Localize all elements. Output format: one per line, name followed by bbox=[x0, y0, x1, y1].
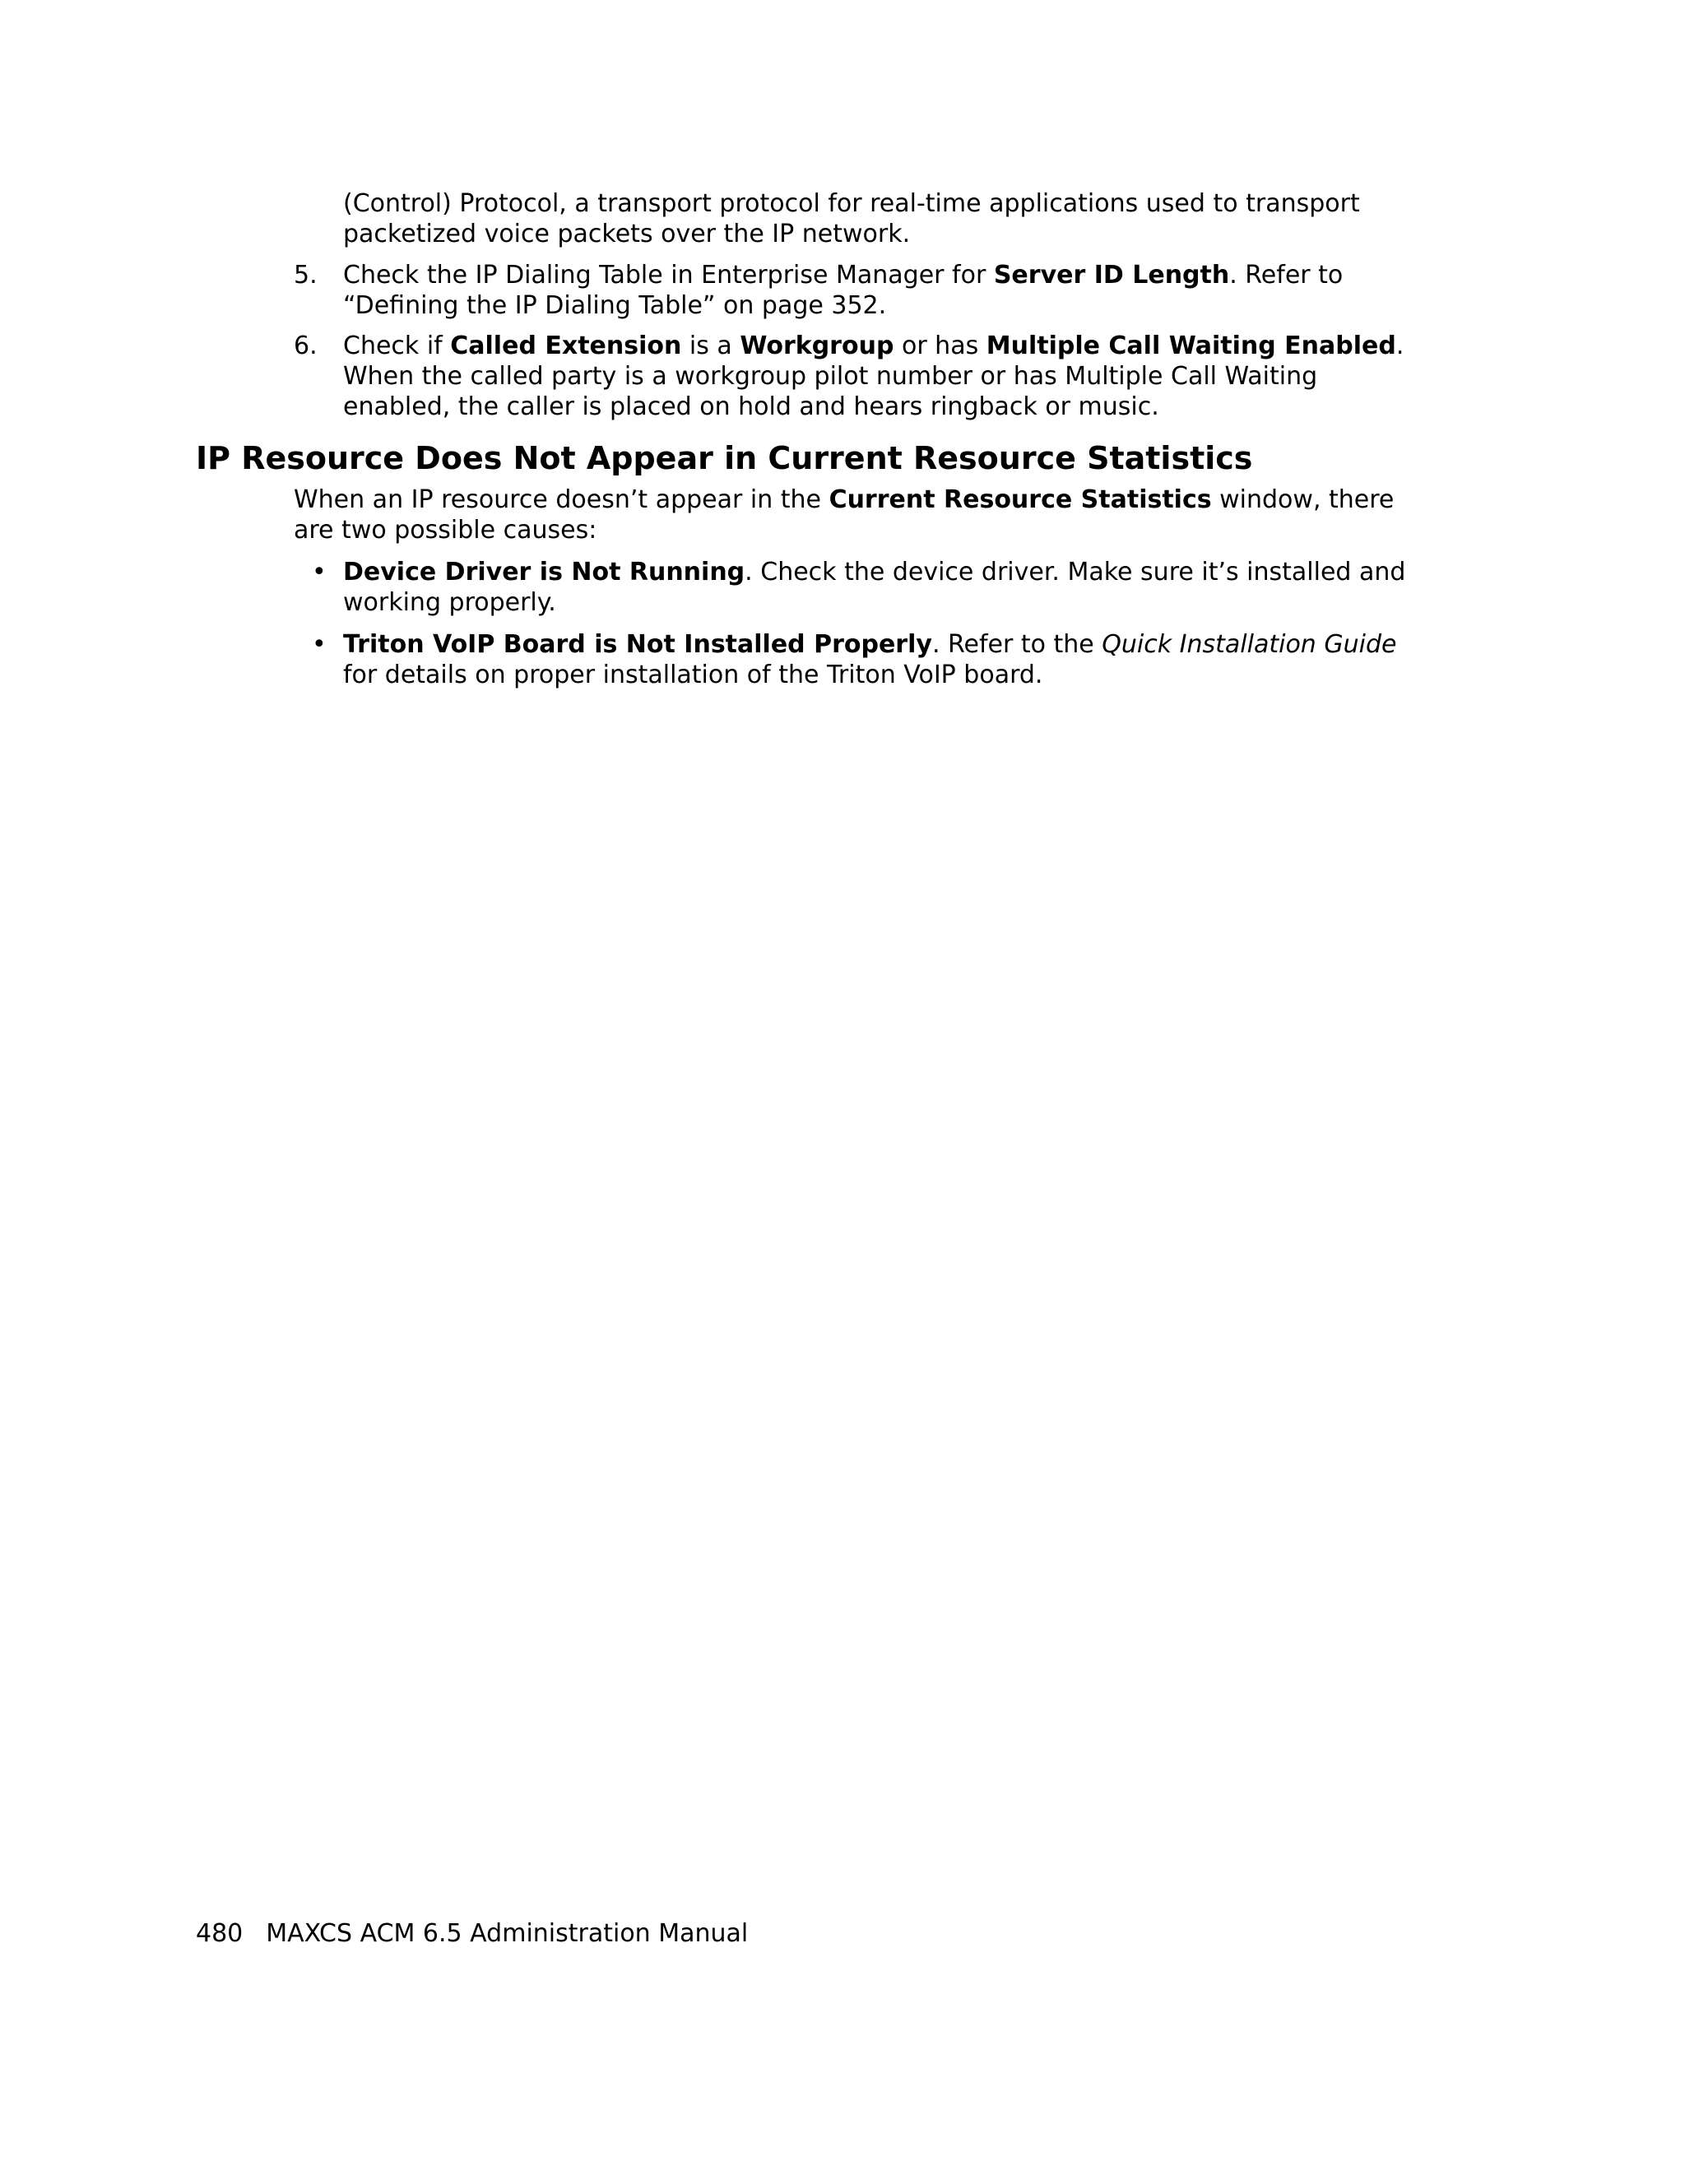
bullet-marker: • bbox=[312, 558, 327, 587]
bullet-text: Device Driver is Not Running. Check the device driver. Make sure it’s installed and working properly. bbox=[343, 558, 1406, 617]
page-number: 480 bbox=[196, 1919, 244, 1948]
manual-title: MAXCS ACM 6.5 Administration Manual bbox=[266, 1919, 749, 1948]
section-intro: When an IP resource doesn’t appear in the Current Resource Statistics window, there are two possible causes: bbox=[294, 485, 1395, 545]
step-text: Check if Called Extension is a Workgroup or has Multiple Call Waiting Enabled. When the called party is a workgroup pilot number or has Multiple Call Waiting enabled, the caller is placed on hold and hears ringback or music. bbox=[343, 332, 1404, 421]
section-heading: IP Resource Does Not Appear in Current Resource Statistics bbox=[196, 440, 1253, 476]
bold-term: Server ID Length bbox=[993, 261, 1230, 290]
bullet-marker: • bbox=[312, 630, 327, 659]
italic-title: Quick Installation Guide bbox=[1102, 630, 1397, 659]
bold-term: Triton VoIP Board is Not Installed Properly bbox=[343, 630, 932, 659]
bullet-text: Triton VoIP Board is Not Installed Properly. Refer to the Quick Installation Guide for details on proper installation of the Triton VoIP board. bbox=[343, 630, 1397, 689]
step-text: Check the IP Dialing Table in Enterprise Manager for Server ID Length. Refer to “Defining the IP Dialing Table” on page 352. bbox=[343, 261, 1344, 320]
bold-term: Workgroup bbox=[740, 332, 894, 360]
continuation-text: (Control) Protocol, a transport protocol for real-time applications used to transport packetized voice packets over the IP network. bbox=[343, 189, 1360, 248]
step-number: 5. bbox=[294, 261, 318, 290]
bold-term: Multiple Call Waiting Enabled bbox=[986, 332, 1396, 360]
bold-term: Device Driver is Not Running bbox=[343, 558, 745, 587]
step-number: 6. bbox=[294, 332, 318, 360]
bold-term: Called Extension bbox=[450, 332, 682, 360]
page-footer bbox=[196, 1918, 748, 1949]
continuation-paragraph bbox=[343, 188, 1413, 249]
bold-term: Current Resource Statistics bbox=[829, 485, 1212, 514]
